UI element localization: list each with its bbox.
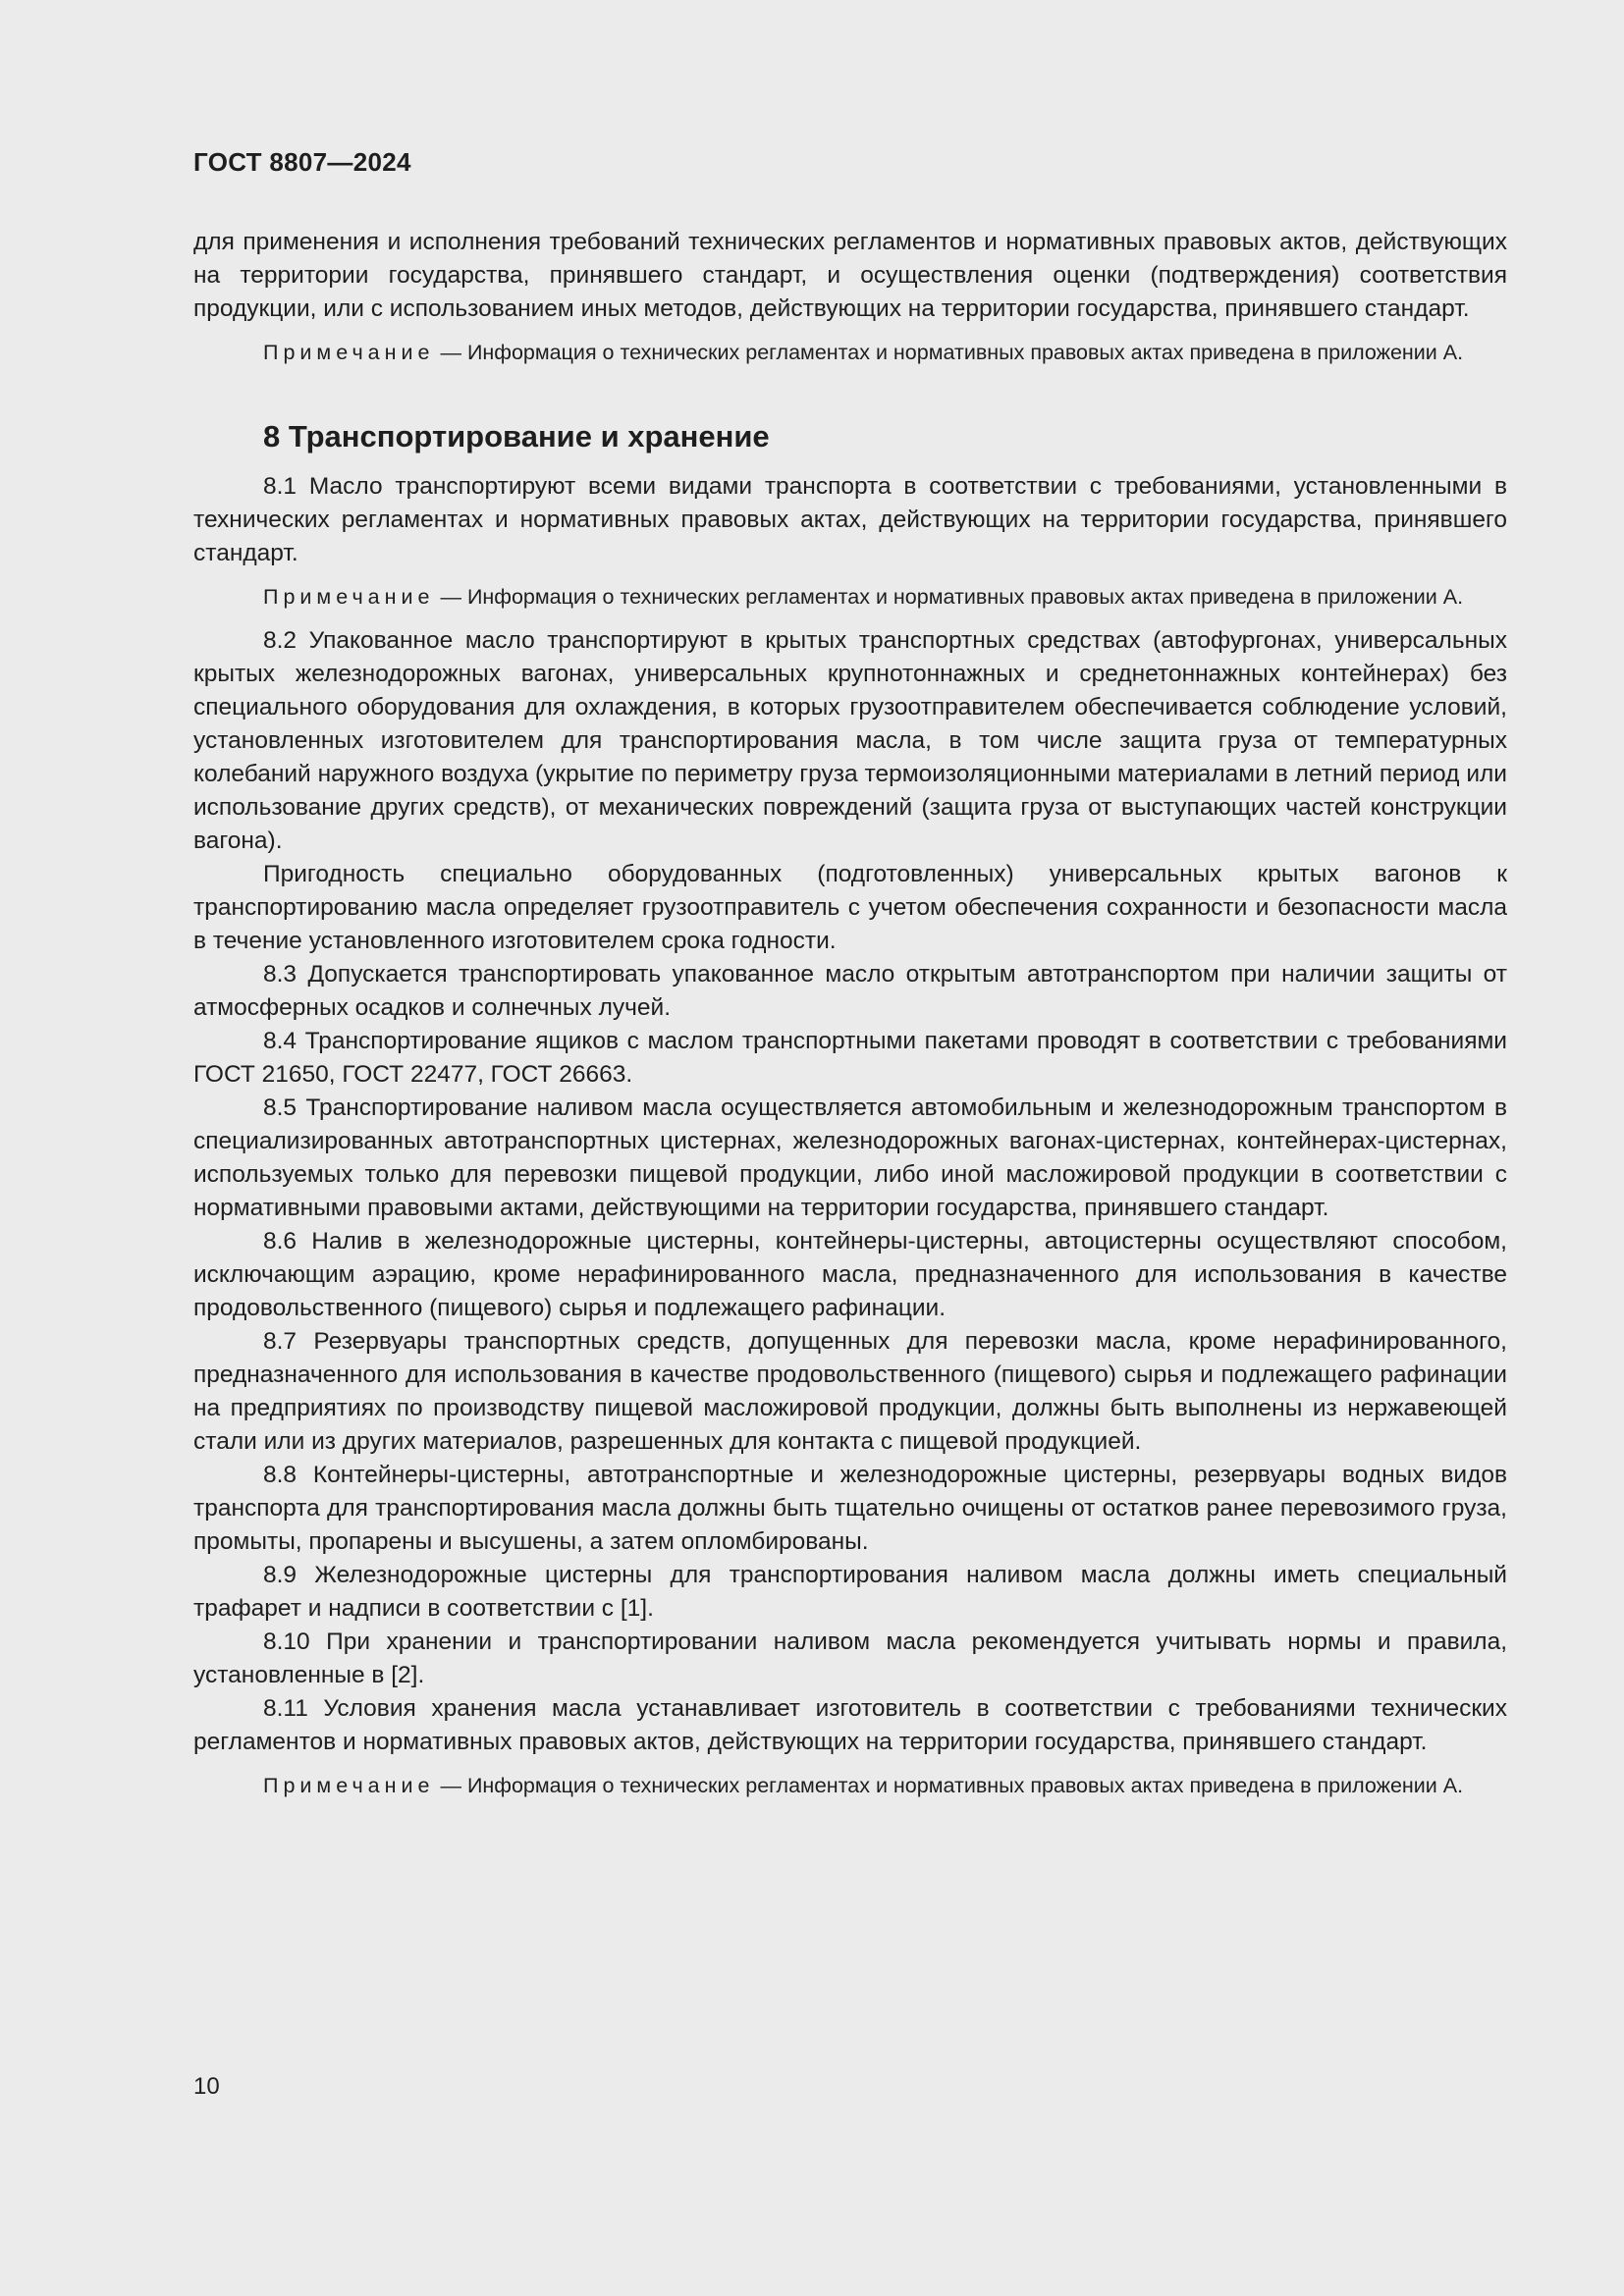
- paragraph-8-10: 8.10 При хранении и транспортировании наливом масла рекомендуется учитывать нормы и правила, установленные в [2].: [193, 1629, 1507, 1688]
- note-label: Примечание: [263, 585, 435, 609]
- note-block: [193, 338, 1507, 368]
- paragraph-8-2: 8.2 Упакованное масло транспортируют в крытых транспортных средствах (автофургонах, универсальных крытых железнодорожных вагонах, универсальных крупнотоннажных и среднетоннажных контейнерах) без специального оборудования для охлаждения, в которых грузоотправителем обеспечивается соблюдение условий, установленных изготовителем для транспортирования масла, в том числе защита груза от температурных колебаний наружного воздуха (укрытие по периметру груза термоизоляционными материалами в летний период или использование других средств), от механических повреждений (защита груза от выступающих частей конструкции вагона).: [193, 627, 1507, 854]
- paragraph-8-11: 8.11 Условия хранения масла устанавливает изготовитель в соответствии с требованиями технических регламентов и нормативных правовых актов, действующих на территории государства, принявшего стандарт.: [193, 1695, 1507, 1755]
- paragraph-8-6: 8.6 Налив в железнодорожные цистерны, контейнеры-цистерны, автоцистерны осуществляют способом, исключающим аэрацию, кроме нерафинированного масла, предназначенного для использования в качестве продовольственного (пищевого) сырья и подлежащего рафинации.: [193, 1228, 1507, 1321]
- note-text: Информация о технических регламентах и нормативных правовых актах приведена в приложении А.: [466, 585, 1464, 609]
- note-block: [193, 582, 1507, 613]
- note-dash: —: [440, 341, 461, 364]
- note-label: Примечание: [263, 1774, 435, 1797]
- note-dash: —: [440, 1774, 461, 1797]
- page-number: 10: [193, 2073, 220, 2100]
- paragraph-8-4: 8.4 Транспортирование ящиков с маслом транспортными пакетами проводят в соответствии с требованиями ГОСТ 21650, ГОСТ 22477, ГОСТ 26663.: [193, 1028, 1507, 1088]
- section-title: 8 Транспортирование и хранение: [263, 419, 770, 454]
- paragraph-8-3: 8.3 Допускается транспортировать упакованное масло открытым автотранспортом при наличии защиты от атмосферных осадков и солнечных лучей.: [193, 961, 1507, 1021]
- paragraph-8-9: 8.9 Железнодорожные цистерны для транспортирования наливом масла должны иметь специальный трафарет и надписи в соответствии с [1].: [193, 1562, 1507, 1622]
- note-block: [193, 1771, 1507, 1801]
- paragraph-8-7: 8.7 Резервуары транспортных средств, допущенных для перевозки масла, кроме нерафинированного, предназначенного для использования в качестве продовольственного (пищевого) сырья и подлежащего рафинации на предприятиях по производству пищевой масложировой продукции, должны быть выполнены из нержавеющей стали или из других материалов, разрешенных для контакта с пищевой продукцией.: [193, 1328, 1507, 1455]
- paragraph-8-2-b: Пригодность специально оборудованных (подготовленных) универсальных крытых вагонов к транспортированию масла определяет грузоотправитель с учетом обеспечения сохранности и безопасности масла в течение установленного изготовителем срока годности.: [193, 861, 1507, 954]
- document-page: [193, 0, 1507, 2296]
- paragraph-8-1: 8.1 Масло транспортируют всеми видами транспорта в соответствии с требованиями, установленными в технических регламентах и нормативных правовых актах, действующих на территории государства, принявшего стандарт.: [193, 473, 1507, 566]
- paragraph-8-5: 8.5 Транспортирование наливом масла осуществляется автомобильным и железнодорожным транспортом в специализированных автотранспортных цистернах, железнодорожных вагонах-цистернах, контейнерах-цистернах, используемых только для перевозки пищевой продукции, либо иной масложировой продукции в соответствии с нормативными правовыми актами, действующими на территории государства, принявшего стандарт.: [193, 1095, 1507, 1221]
- note-text: Информация о технических регламентах и нормативных правовых актах приведена в приложении А.: [466, 341, 1464, 364]
- paragraph-8-8: 8.8 Контейнеры-цистерны, автотранспортные и железнодорожные цистерны, резервуары водных видов транспорта для транспортирования масла должны быть тщательно очищены от остатков ранее перевозимого груза, промыты, пропарены и высушены, а затем опломбированы.: [193, 1462, 1507, 1555]
- intro-paragraph: для применения и исполнения требований технических регламентов и нормативных правовых актов, действующих на территории государства, принявшего стандарт, и осуществления оценки (подтверждения) соответствия продукции, или с использованием иных методов, действующих на территории государства, принявшего стандарт.: [193, 229, 1507, 322]
- note-dash: —: [440, 585, 461, 609]
- note-text: Информация о технических регламентах и нормативных правовых актах приведена в приложении А.: [466, 1774, 1464, 1797]
- document-body: [193, 226, 1507, 1801]
- note-label: Примечание: [263, 341, 435, 364]
- document-header: ГОСТ 8807—2024: [193, 147, 411, 177]
